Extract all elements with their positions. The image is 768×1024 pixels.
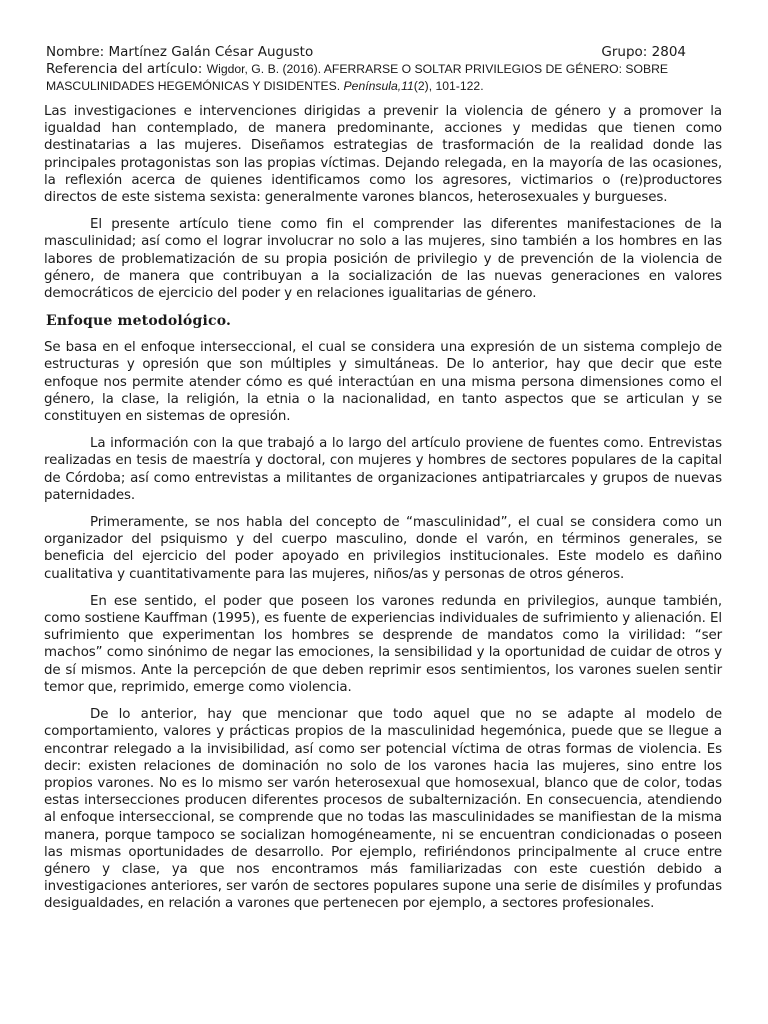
paragraph-purpose: El presente artículo tiene como fin el comprender las diferentes manifestaciones de la masculinidad; así como el lograr involucrar no solo a las mujeres, sino también a los hombres en las labores de problematización de su propia posición de privilegio y de prevención de la violencia de género, de manera que contribuyan a la socialización de las nuevas generaciones en valores democráticos de ejercicio del poder y en relaciones igualitarias de género. bbox=[44, 217, 722, 302]
student-name: Nombre: Martínez Galán César Augusto bbox=[46, 44, 314, 60]
reference-authors-title: Wigdor, G. B. (2016). AFERRARSE O SOLTAR PRIVILEGIOS DE GÉNERO: SOBRE MASCULINIDADES HEGEMÓNICAS Y DISIDENTES. bbox=[46, 62, 669, 93]
paragraph-intersectional: Se basa en el enfoque interseccional, el cual se considera una expresión de un sistema complejo de estructuras y opresión que son múltiples y simultáneas. De lo anterior, hay que decir que este enfoque nos permite atender cómo es qué interactúan en una misma persona dimensiones como el género, la clase, la religión, la etnia o la nacionalidad, en tanto aspectos que se articulan y se constituyen en sistemas de opresión. bbox=[44, 340, 722, 425]
group-number: Grupo: 2804 bbox=[601, 44, 686, 60]
paragraph-masculinity-concept: Primeramente, se nos habla del concepto de “masculinidad”, el cual se considera como un organizador del psiquismo y del cuerpo masculino, donde el varón, en términos generales, se beneficia del ejercicio del poder apoyado en privilegios institucionales. Este modelo es dañino cualitativa y cuantitativamente para las mujeres, niños/as y personas de otros géneros. bbox=[44, 515, 722, 582]
header-line bbox=[46, 44, 722, 61]
article-reference bbox=[46, 61, 722, 94]
document-header bbox=[46, 44, 722, 94]
reference-journal: Península,11 bbox=[343, 78, 414, 93]
reference-label: Referencia del artículo: bbox=[46, 61, 203, 77]
paragraph-hegemonic-model: De lo anterior, hay que mencionar que todo aquel que no se adapte al modelo de comportamiento, valores y prácticas propios de la masculinidad hegemónica, puede que se llegue a encontrar relegado a la invisibilidad, así como ser potencial víctima de otras formas de violencia. Es decir: existen relaciones de dominación no solo de los varones hacia las mujeres, sino entre los propios varones. No es lo mismo ser varón heterosexual que homosexual, blanco que de color, todas estas intersecciones producen diferentes procesos de subalternización. En consecuencia, atendiendo al enfoque interseccional, se comprende que no todas las masculinidades se manifiestan de la misma manera, porque tampoco se socializan homogéneamente, ni se encuentran condicionadas o poseen las mismas oportunidades de desarrollo. Por ejemplo, refiriéndonos principalmente al cruce entre género y clase, ya que nos encontramos más familiarizadas con este cuestión debido a investigaciones anteriores, ser varón de sectores populares supone una serie de disímiles y profundas desigualdades, en relación a varones que pertenecen por ejemplo, a sectores profesionales. bbox=[44, 707, 722, 912]
paragraph-intro: Las investigaciones e intervenciones dirigidas a prevenir la violencia de género y a promover la igualdad han contemplado, de manera predominante, acciones y medidas que tienen como destinatarias a las mujeres. Diseñamos estrategias de trasformación de la realidad donde las principales protagonistas son las propias víctimas. Dejando relegada, en la mayoría de las ocasiones, la reflexión acerca de quienes identificamos como los agresores, victimarios o (re)productores directos de este sistema sexista: generalmente varones blancos, heterosexuales y burgueses. bbox=[44, 104, 722, 206]
paragraph-sources: La información con la que trabajó a lo largo del artículo proviene de fuentes como. Entrevistas realizadas en tesis de maestría y doctoral, con mujeres y hombres de sectores populares de la capital de Córdoba; así como entrevistas a militantes de organizaciones antipatriarcales y grupos de nuevas paternidades. bbox=[44, 436, 722, 503]
section-heading: Enfoque metodológico. bbox=[46, 313, 232, 330]
document-body bbox=[44, 103, 722, 923]
reference-issue-pages: (2), 101-122. bbox=[413, 78, 484, 93]
paragraph-power-privilege: En ese sentido, el poder que poseen los varones redunda en privilegios, aunque también, como sostiene Kauffman (1995), es fuente de experiencias individuales de sufrimiento y alienación. El sufrimiento que experimentan los hombres se desprende de mandatos como la virilidad: “ser machos” como sinónimo de negar las emociones, la sensibilidad y la oportunidad de cuidar de otros y de sí mismos. Ante la percepción de que deben reprimir esos sentimientos, los varones suelen sentir temor que, reprimido, emerge como violencia. bbox=[44, 593, 722, 695]
